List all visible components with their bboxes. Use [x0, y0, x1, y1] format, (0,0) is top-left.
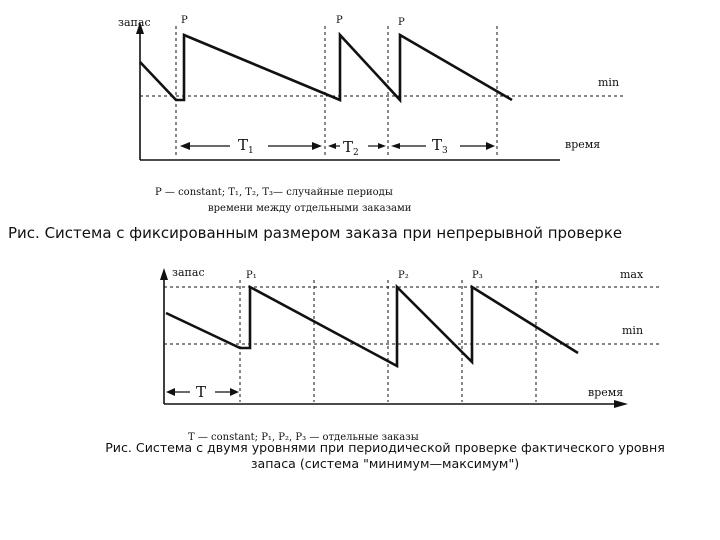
fig1-period-label	[432, 136, 448, 156]
fig1-x-axis-label: время	[565, 138, 601, 151]
fig2-inventory-curve	[166, 287, 578, 366]
fig2-min-label: min	[622, 324, 644, 337]
fig1-order-label: P	[398, 17, 405, 28]
fig1-period-letter: T	[343, 138, 354, 156]
fig1-min-label: min	[598, 76, 620, 89]
fig1-order-label: P	[336, 15, 343, 26]
fig1-arrowhead	[328, 143, 336, 149]
fig1-arrowhead	[486, 142, 495, 150]
fig1-arrowhead	[378, 143, 386, 149]
figure-1-caption: Рис. Система с фиксированным размером заказа при непрерывной проверке	[8, 224, 623, 242]
fig1-period-subscript: 1	[248, 146, 254, 156]
fig2-order-label: P₃	[472, 270, 483, 281]
fig2-arrowhead	[166, 388, 175, 396]
fig2-legend-line: T — constant; P₁, P₂, P₃ — отдельные заказы	[188, 432, 419, 443]
fig1-period-letter: T	[238, 136, 249, 154]
figure-2-caption-line-1: Рис. Система с двумя уровнями при периодической проверке фактического уровня	[105, 440, 665, 455]
fig2-order-label: P₂	[398, 270, 409, 281]
figure-2-caption	[105, 440, 665, 472]
fig1-period-subscript: 2	[353, 148, 359, 158]
fig2-x-axis-arrow	[614, 400, 628, 408]
fig2-period-label: T	[196, 383, 207, 401]
fig1-inventory-curve	[140, 35, 512, 100]
fig2-order-label: P₁	[246, 270, 257, 281]
fig2-x-axis-label: время	[588, 386, 624, 399]
fig2-y-axis-label: запас	[172, 266, 205, 279]
fig1-arrowhead	[180, 142, 190, 150]
fig1-period-label	[343, 138, 359, 158]
fig1-gridlines	[176, 26, 497, 158]
fig2-arrowhead	[230, 388, 239, 396]
fig1-legend-line-2: времени между отдельными заказами	[208, 203, 412, 214]
fig1-period-subscript: 3	[442, 146, 448, 156]
fig1-y-axis-label: запас	[118, 16, 151, 29]
figure-1	[118, 15, 625, 214]
fig1-order-label: P	[181, 15, 188, 26]
fig1-arrowhead	[312, 142, 322, 150]
fig1-period-letter: T	[432, 136, 443, 154]
fig1-legend-line-1: P — constant; T₁, T₂, T₃— случайные периоды	[155, 187, 393, 198]
fig2-y-axis-arrow	[160, 268, 168, 280]
fig2-max-label: max	[620, 268, 644, 281]
fig1-arrowhead	[391, 143, 400, 149]
fig1-period-label	[238, 136, 254, 156]
figure-2-caption-line-2: запаса (система "минимум—максимум")	[250, 456, 520, 471]
figure-2	[160, 266, 660, 443]
